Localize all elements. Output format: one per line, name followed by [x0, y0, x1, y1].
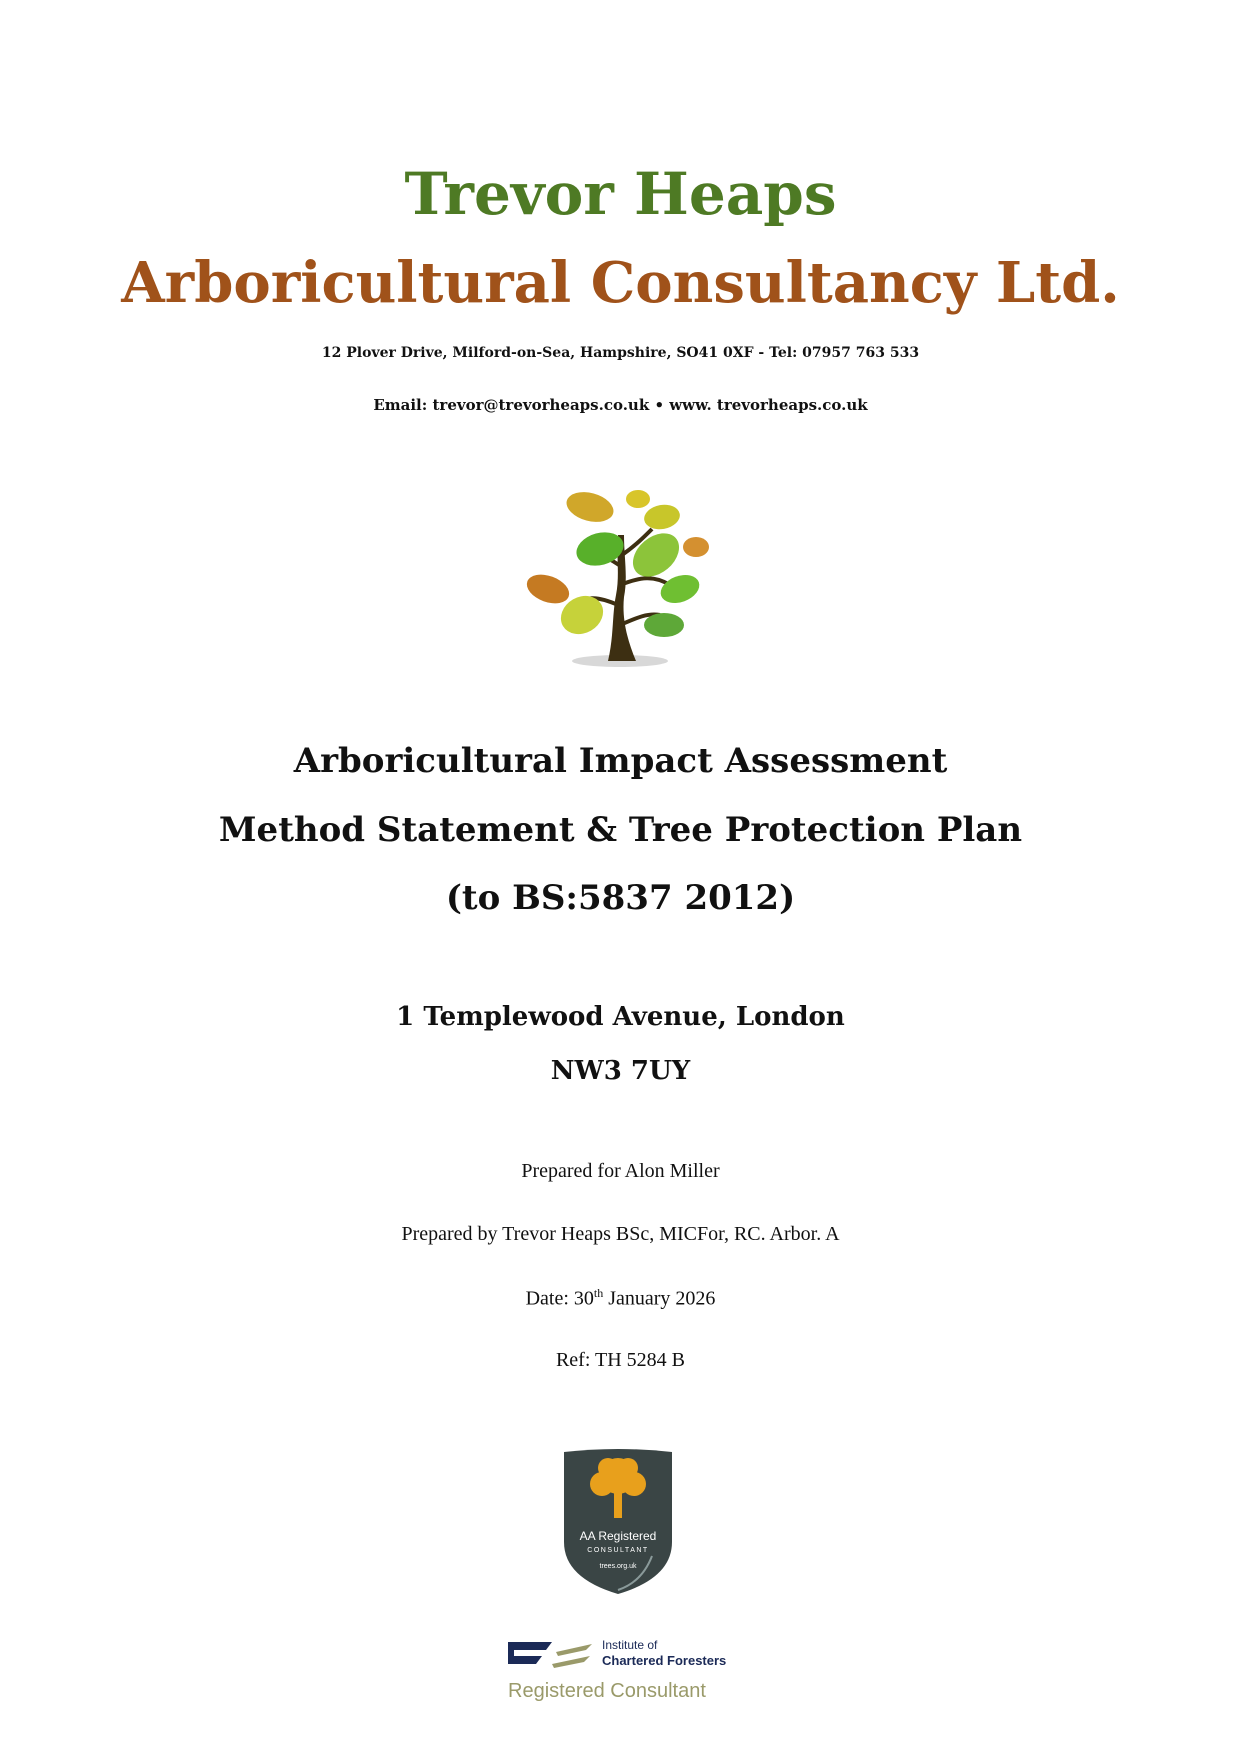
date-prefix: Date: 30: [525, 1287, 594, 1310]
report-title-line3: (to BS:5837 2012): [445, 878, 796, 918]
report-title-line1: Arboricultural Impact Assessment: [293, 741, 948, 781]
date-month-year: January 2026: [603, 1287, 716, 1310]
icf-line1: Institute of: [602, 1638, 658, 1652]
aa-badge-line3: trees.org.uk: [599, 1563, 637, 1570]
icf-logo-icon: [506, 1638, 596, 1678]
date-suffix-ordinal: th: [593, 1286, 604, 1300]
aa-badge-line2: CONSULTANT: [587, 1547, 649, 1554]
icf-line2: Chartered Foresters: [602, 1653, 727, 1668]
aa-badge-line1: AA Registered: [579, 1529, 657, 1543]
report-date: [0, 1286, 1241, 1311]
email-line: Email: trevor@trevorheaps.co.uk • www. trevorheaps.co.uk: [373, 396, 868, 414]
address-line: 12 Plover Drive, Milford-on-Sea, Hampshire, SO41 0XF - Tel: 07957 763 533: [321, 345, 920, 361]
icf-line3: Registered Consultant: [508, 1680, 706, 1702]
icf-registered-badge: [506, 1638, 746, 1708]
report-ref: Ref: TH 5284 B: [555, 1349, 686, 1371]
report-title-line2: Method Statement & Tree Protection Plan: [218, 810, 1023, 850]
tree-icon: [520, 485, 720, 675]
aa-registered-badge: [562, 1446, 674, 1596]
site-postcode: NW3 7UY: [550, 1056, 691, 1086]
prepared-by: Prepared by Trevor Heaps BSc, MICFor, RC. Arbor. A: [401, 1223, 840, 1245]
prepared-for: Prepared for Alon Miller: [521, 1160, 720, 1182]
consultant-name: Trevor Heaps: [404, 160, 837, 228]
site-address-line1: 1 Templewood Avenue, London: [396, 1002, 845, 1032]
company-name: Arboricultural Consultancy Ltd.: [121, 250, 1120, 316]
